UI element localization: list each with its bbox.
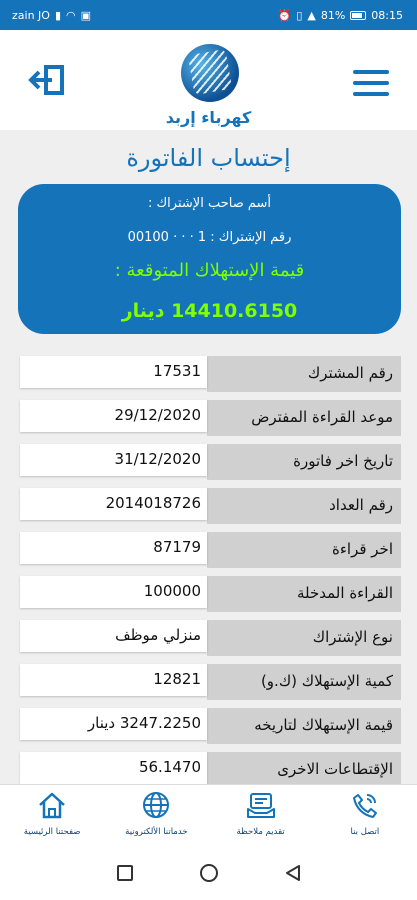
wifi-icon: ◠ <box>66 8 76 22</box>
company-logo-text: كهرباء إربد <box>165 108 252 127</box>
nav-home[interactable] <box>0 785 104 846</box>
table-row <box>18 484 401 528</box>
row-label: اخر قراءة <box>207 532 401 568</box>
table-row <box>18 660 401 704</box>
back-system-button[interactable] <box>281 861 305 885</box>
summary-card <box>18 184 401 334</box>
globe-icon <box>140 791 172 819</box>
nav-feedback[interactable] <box>209 785 313 846</box>
table-row <box>18 704 401 748</box>
table-row <box>18 352 401 396</box>
battery-percent: 81% <box>320 8 346 22</box>
nav-label: اتصل بنا <box>350 827 380 837</box>
home-icon <box>36 791 68 819</box>
account-number-label: رقم الإشتراك : 1 · · · 00100 <box>127 230 292 245</box>
row-value: منزلي موظف <box>20 620 207 652</box>
row-value: 17531 <box>20 356 207 388</box>
circle-icon <box>198 862 220 884</box>
nav-label: خدماتنا الألكترونية <box>125 827 188 837</box>
row-label: تاريخ اخر فاتورة <box>207 444 401 480</box>
table-row <box>18 528 401 572</box>
bill-details-table <box>18 352 401 792</box>
logout-icon <box>26 64 66 96</box>
feedback-icon <box>245 791 277 819</box>
row-value: 3247.2250 دينار <box>20 708 207 740</box>
signal-icon: ▮ <box>54 8 62 22</box>
menu-button[interactable] <box>353 70 389 96</box>
table-row <box>18 572 401 616</box>
row-value: 12821 <box>20 664 207 696</box>
cell-signal-icon: ▲ <box>307 8 316 22</box>
table-row <box>18 396 401 440</box>
expected-consumption-amount: 14410.6150 دينار <box>121 300 298 322</box>
expected-consumption-label: قيمة الإستهلاك المتوقعة : <box>114 260 305 281</box>
carrier-name: zain JO <box>12 8 50 22</box>
row-value: 31/12/2020 <box>20 444 207 476</box>
row-value: 29/12/2020 <box>20 400 207 432</box>
triangle-back-icon <box>283 863 303 883</box>
app-header <box>0 30 417 130</box>
battery-icon <box>350 11 366 20</box>
alarm-icon: ⏰ <box>277 8 292 22</box>
notification-icon: ▣ <box>80 8 92 22</box>
nav-label: تقديم ملاحظة <box>236 827 285 837</box>
row-label: الإقتطاعات الاخرى <box>207 752 401 788</box>
page-title: إحتساب الفاتورة <box>126 144 291 172</box>
row-value: 87179 <box>20 532 207 564</box>
row-label: كمية الإستهلاك (ك.و) <box>207 664 401 700</box>
vibrate-icon: ▯ <box>296 8 303 22</box>
square-icon <box>116 864 134 882</box>
status-bar <box>0 0 417 30</box>
row-label: القراءة المدخلة <box>207 576 401 612</box>
nav-label: صفحتنا الرئيسية <box>23 827 81 837</box>
phone-icon <box>349 791 381 819</box>
logout-button[interactable] <box>26 64 66 96</box>
table-row <box>18 440 401 484</box>
row-label: نوع الإشتراك <box>207 620 401 656</box>
row-label: قيمة الإستهلاك لتاريخه <box>207 708 401 744</box>
row-label: رقم العداد <box>207 488 401 524</box>
nav-e-services[interactable] <box>104 785 208 846</box>
clock: 08:15 <box>371 8 403 22</box>
row-label: موعد القراءة المفترض <box>207 400 401 436</box>
table-row <box>18 616 401 660</box>
row-value: 56.1470 <box>20 752 207 784</box>
nav-contact-us[interactable] <box>313 785 417 846</box>
recent-apps-button[interactable] <box>113 861 137 885</box>
system-navigation-bar <box>0 846 417 900</box>
company-logo-icon <box>181 44 239 102</box>
bottom-nav <box>0 784 417 846</box>
row-value: 100000 <box>20 576 207 608</box>
row-value: 2014018726 <box>20 488 207 520</box>
row-label: رقم المشترك <box>207 356 401 392</box>
subscriber-name-label: أسم صاحب الإشتراك : <box>147 196 272 211</box>
home-system-button[interactable] <box>197 861 221 885</box>
